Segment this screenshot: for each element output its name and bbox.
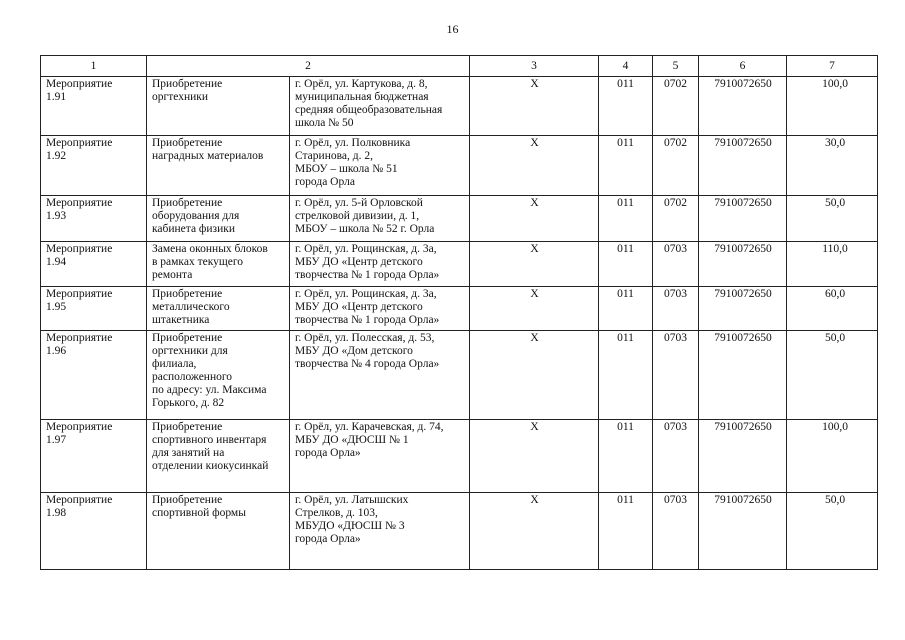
- col7-cell: 60,0: [787, 287, 878, 331]
- col6-cell: 7910072650: [699, 493, 787, 570]
- table-row: [41, 420, 878, 493]
- name-cell: Приобретение наградных материалов: [147, 136, 290, 196]
- col3-cell: Х: [470, 77, 599, 136]
- col6-cell: 7910072650: [699, 331, 787, 420]
- event-cell: Мероприятие 1.96: [41, 331, 147, 420]
- name-cell: Замена оконных блоков в рамках текущего ремонта: [147, 242, 290, 287]
- header-col-2: 2: [147, 56, 470, 77]
- col6-cell: 7910072650: [699, 196, 787, 242]
- col3-cell: Х: [470, 420, 599, 493]
- name-cell: Приобретение оборудования для кабинета физики: [147, 196, 290, 242]
- col5-cell: 0703: [653, 287, 699, 331]
- col3-cell: Х: [470, 493, 599, 570]
- table-row: [41, 77, 878, 136]
- col5-cell: 0703: [653, 331, 699, 420]
- budget-table: [40, 55, 878, 570]
- name-cell: Приобретение металлического штакетника: [147, 287, 290, 331]
- table-row: [41, 493, 878, 570]
- col7-cell: 50,0: [787, 493, 878, 570]
- col3-cell: Х: [470, 196, 599, 242]
- col4-cell: 011: [599, 287, 653, 331]
- col4-cell: 011: [599, 420, 653, 493]
- col7-cell: 50,0: [787, 331, 878, 420]
- col4-cell: 011: [599, 77, 653, 136]
- header-col-6: 6: [699, 56, 787, 77]
- address-cell: г. Орёл, ул. Полковника Старинова, д. 2, МБОУ – школа № 51 города Орла: [290, 136, 470, 196]
- col7-cell: 100,0: [787, 77, 878, 136]
- header-col-1: 1: [41, 56, 147, 77]
- col7-cell: 100,0: [787, 420, 878, 493]
- table-row: [41, 287, 878, 331]
- address-cell: г. Орёл, ул. 5-й Орловской стрелковой дивизии, д. 1, МБОУ – школа № 52 г. Орла: [290, 196, 470, 242]
- col5-cell: 0702: [653, 77, 699, 136]
- col4-cell: 011: [599, 493, 653, 570]
- name-cell: Приобретение спортивного инвентаря для занятий на отделении киокусинкай: [147, 420, 290, 493]
- address-cell: г. Орёл, ул. Рощинская, д. 3а, МБУ ДО «Центр детского творчества № 1 города Орла»: [290, 287, 470, 331]
- name-cell: Приобретение спортивной формы: [147, 493, 290, 570]
- col4-cell: 011: [599, 136, 653, 196]
- table-row: [41, 242, 878, 287]
- event-cell: Мероприятие 1.95: [41, 287, 147, 331]
- header-row: [41, 56, 878, 77]
- name-cell: Приобретение оргтехники для филиала, расположенного по адресу: ул. Максима Горького, д. 82: [147, 331, 290, 420]
- col4-cell: 011: [599, 331, 653, 420]
- page-number: 16: [446, 22, 459, 36]
- col3-cell: Х: [470, 287, 599, 331]
- col6-cell: 7910072650: [699, 136, 787, 196]
- table-row: [41, 331, 878, 420]
- table-row: [41, 136, 878, 196]
- col3-cell: Х: [470, 331, 599, 420]
- col5-cell: 0703: [653, 242, 699, 287]
- address-cell: г. Орёл, ул. Рощинская, д. 3а, МБУ ДО «Центр детского творчества № 1 города Орла»: [290, 242, 470, 287]
- col5-cell: 0702: [653, 196, 699, 242]
- address-cell: г. Орёл, ул. Полесская, д. 53, МБУ ДО «Дом детского творчества № 4 города Орла»: [290, 331, 470, 420]
- event-cell: Мероприятие 1.97: [41, 420, 147, 493]
- col4-cell: 011: [599, 242, 653, 287]
- header-col-7: 7: [787, 56, 878, 77]
- col5-cell: 0702: [653, 136, 699, 196]
- col7-cell: 50,0: [787, 196, 878, 242]
- address-cell: г. Орёл, ул. Латышских Стрелков, д. 103, МБУДО «ДЮСШ № 3 города Орла»: [290, 493, 470, 570]
- col7-cell: 30,0: [787, 136, 878, 196]
- event-cell: Мероприятие 1.91: [41, 77, 147, 136]
- header-col-4: 4: [599, 56, 653, 77]
- event-cell: Мероприятие 1.92: [41, 136, 147, 196]
- address-cell: г. Орёл, ул. Картукова, д. 8, муниципальная бюджетная средняя общеобразовательная школа № 50: [290, 77, 470, 136]
- col6-cell: 7910072650: [699, 242, 787, 287]
- col5-cell: 0703: [653, 493, 699, 570]
- col7-cell: 110,0: [787, 242, 878, 287]
- col6-cell: 7910072650: [699, 77, 787, 136]
- name-cell: Приобретение оргтехники: [147, 77, 290, 136]
- event-cell: Мероприятие 1.94: [41, 242, 147, 287]
- header-col-5: 5: [653, 56, 699, 77]
- col5-cell: 0703: [653, 420, 699, 493]
- col3-cell: Х: [470, 136, 599, 196]
- header-col-3: 3: [470, 56, 599, 77]
- address-cell: г. Орёл, ул. Карачевская, д. 74, МБУ ДО «ДЮСШ № 1 города Орла»: [290, 420, 470, 493]
- col3-cell: Х: [470, 242, 599, 287]
- table-row: [41, 196, 878, 242]
- col6-cell: 7910072650: [699, 287, 787, 331]
- col4-cell: 011: [599, 196, 653, 242]
- event-cell: Мероприятие 1.98: [41, 493, 147, 570]
- col6-cell: 7910072650: [699, 420, 787, 493]
- event-cell: Мероприятие 1.93: [41, 196, 147, 242]
